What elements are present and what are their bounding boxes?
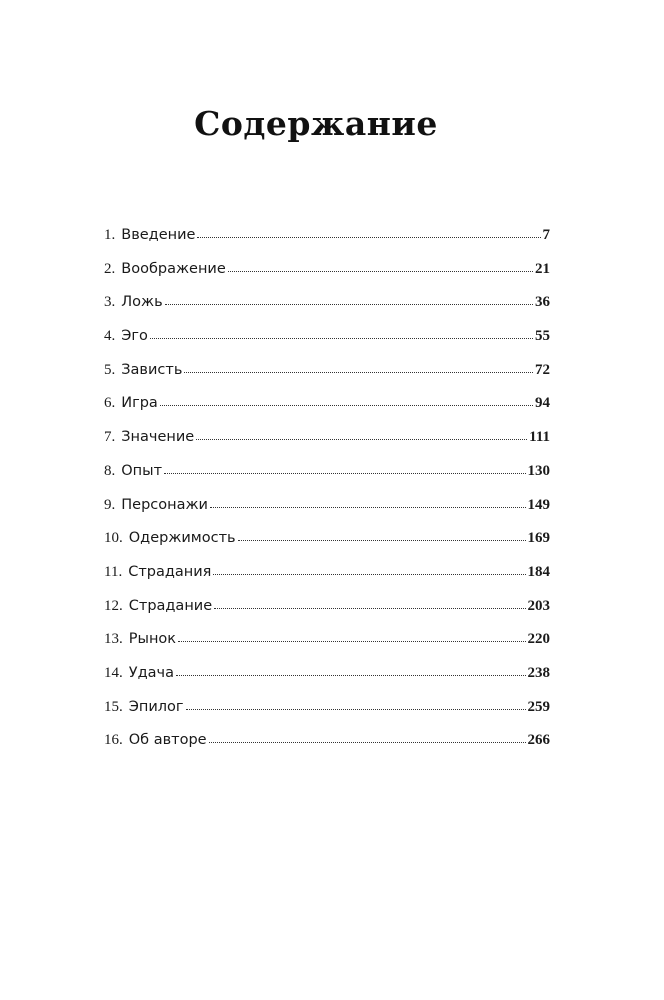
toc-leader-dots (210, 495, 526, 509)
toc-entry-title: Игра (121, 395, 158, 412)
toc-entry-title: Одержимость (128, 530, 236, 547)
toc-leader-dots (196, 427, 527, 441)
toc-entry (104, 697, 550, 731)
toc-entry-page: 238 (527, 664, 550, 681)
toc-entry-number: 2. (104, 260, 116, 277)
toc-entry-title: Эпилог (128, 698, 184, 715)
toc-entry (104, 495, 550, 529)
toc-entry-page: 220 (527, 631, 550, 648)
toc-entry-page: 169 (527, 530, 550, 547)
toc-entry (104, 360, 550, 394)
toc-entry-page: 55 (535, 328, 550, 345)
toc-entry-title: Персонажи (121, 496, 208, 513)
toc-entry-title: Страдание (128, 597, 213, 614)
toc-entry-title: Удача (128, 664, 174, 681)
toc-entry-number: 15. (104, 698, 123, 715)
toc-entry (104, 427, 550, 461)
toc-entry (104, 562, 550, 596)
toc-leader-dots (176, 663, 526, 677)
toc-entry (104, 663, 550, 697)
toc-entry-title: Воображение (121, 260, 226, 277)
toc-entry-number: 6. (104, 395, 116, 412)
toc-leader-dots (228, 259, 533, 273)
toc-entry-page: 130 (527, 462, 550, 479)
toc-entry (104, 528, 550, 562)
toc-entry-title: Об авторе (128, 732, 207, 749)
toc-leader-dots (165, 292, 533, 306)
toc-entry-number: 16. (104, 732, 123, 749)
toc-entry-number: 8. (104, 462, 116, 479)
page-title: Содержание (194, 104, 438, 143)
toc-entry-page: 259 (527, 698, 550, 715)
toc-entry-number: 13. (104, 631, 123, 648)
toc-entry-title: Значение (121, 429, 195, 446)
toc-entry-page: 203 (527, 597, 550, 614)
toc-entry (104, 629, 550, 663)
toc-entry-number: 9. (104, 496, 116, 513)
toc-leader-dots (238, 528, 526, 542)
toc-entry-number: 11. (104, 563, 123, 580)
toc-entry-page: 94 (535, 395, 550, 412)
toc-entry-page: 266 (527, 732, 550, 749)
toc-entry-page: 149 (527, 496, 550, 513)
toc-leader-dots (213, 562, 525, 576)
table-of-contents (104, 225, 550, 764)
toc-leader-dots (164, 461, 525, 475)
toc-entry-number: 7. (104, 429, 116, 446)
toc-entry-title: Рынок (128, 631, 177, 648)
toc-entry (104, 730, 550, 764)
toc-leader-dots (184, 360, 533, 374)
toc-leader-dots (197, 225, 540, 239)
toc-entry-title: Введение (121, 227, 196, 243)
toc-entry (104, 259, 550, 293)
toc-entry (104, 596, 550, 630)
toc-entry (104, 326, 550, 360)
toc-entry-number: 12. (104, 597, 123, 614)
toc-entry-number: 14. (104, 664, 123, 681)
toc-entry (104, 393, 550, 427)
toc-entry (104, 461, 550, 495)
toc-entry-page: 111 (529, 429, 550, 446)
toc-entry-page: 21 (535, 260, 550, 277)
toc-entry-page: 36 (535, 294, 550, 311)
toc-entry-number: 3. (104, 294, 116, 311)
toc-entry-number: 10. (104, 530, 123, 547)
toc-entry-title: Ложь (121, 294, 163, 311)
toc-entry-page: 184 (527, 563, 550, 580)
toc-entry-title: Страдания (128, 563, 212, 580)
toc-leader-dots (209, 730, 526, 744)
toc-entry-number: 4. (104, 328, 116, 345)
toc-entry-title: Зависть (121, 361, 183, 378)
toc-entry-number: 1. (104, 227, 116, 243)
toc-entry (104, 225, 550, 259)
toc-entry-number: 5. (104, 361, 116, 378)
toc-entry-title: Эго (121, 328, 148, 345)
toc-leader-dots (160, 393, 533, 407)
toc-entry (104, 292, 550, 326)
toc-leader-dots (178, 629, 525, 643)
toc-entry-title: Опыт (121, 462, 163, 479)
toc-leader-dots (186, 697, 526, 711)
toc-entry-page: 7 (542, 227, 550, 243)
toc-leader-dots (150, 326, 533, 340)
toc-entry-page: 72 (535, 361, 550, 378)
toc-leader-dots (214, 596, 525, 610)
